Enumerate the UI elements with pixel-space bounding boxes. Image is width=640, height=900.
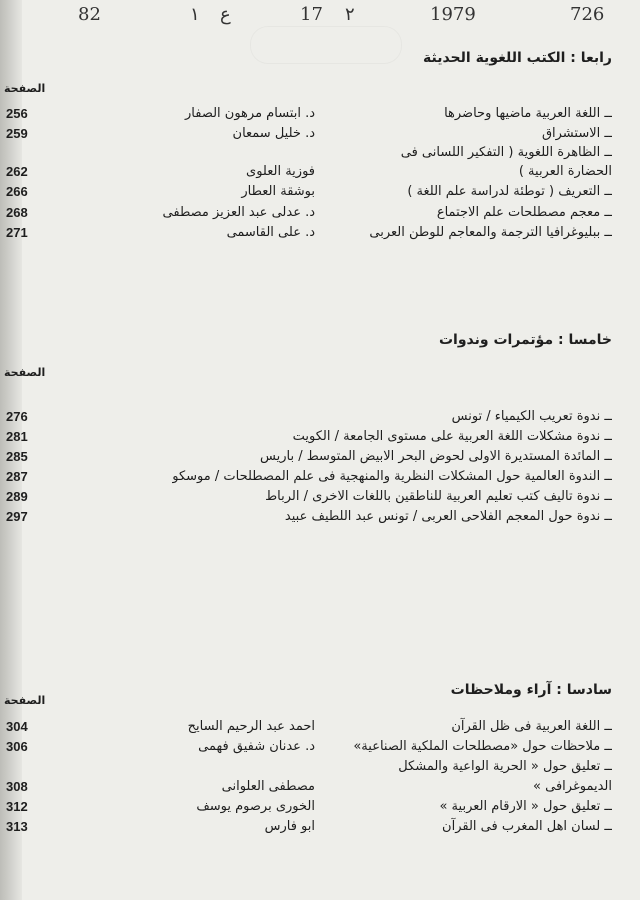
entry-title: ــ ملاحظات حول «مصطلحات الملكية الصناعية» xyxy=(353,739,612,754)
handwritten-header xyxy=(70,4,630,28)
entry-author: بوشقة العطار xyxy=(241,184,315,199)
entry-page: 289 xyxy=(6,489,28,504)
header-page-number: 726 xyxy=(570,4,605,25)
entry-title: ــ ببليوغرافيا الترجمة والمعاجم للوطن العربى xyxy=(369,225,612,240)
toc-entry-continuation xyxy=(0,162,640,182)
toc-entry xyxy=(0,797,640,817)
entry-title: الحضارة العربية ) xyxy=(518,164,612,179)
entry-author: د. على القاسمى xyxy=(226,225,315,240)
entry-page: 276 xyxy=(6,409,28,424)
toc-entry xyxy=(0,717,640,737)
entry-page: 268 xyxy=(6,205,28,220)
toc-entry xyxy=(0,143,640,163)
toc-entry xyxy=(0,487,640,507)
entry-page: 308 xyxy=(6,779,28,794)
toc-entry xyxy=(0,104,640,124)
entry-title: ــ لسان اهل المغرب فى القرآن xyxy=(442,819,612,834)
toc-entry xyxy=(0,427,640,447)
entry-author: د. عدنان شفيق فهمى xyxy=(198,739,315,754)
entry-title: ــ اللغة العربية فى ظل القرآن xyxy=(451,719,612,734)
entry-page: 256 xyxy=(6,106,28,121)
entry-author: د. عدلى عبد العزيز مصطفى xyxy=(162,205,315,220)
toc-entry xyxy=(0,447,640,467)
toc-entry xyxy=(0,203,640,223)
toc-entry xyxy=(0,817,640,837)
entry-title: ــ الاستشراق xyxy=(541,126,612,141)
toc-entry xyxy=(0,407,640,427)
header-mark-3: 17 xyxy=(300,4,323,25)
entry-title: ــ ندوة حول المعجم الفلاحى العربى / تونس عبد اللطيف عبيد xyxy=(284,509,612,524)
entry-page: 262 xyxy=(6,164,28,179)
header-mark-1: ١ xyxy=(190,4,200,25)
entry-page: 306 xyxy=(6,739,28,754)
entry-page: 259 xyxy=(6,126,28,141)
page-column-header: الصفحة xyxy=(4,694,46,707)
entry-page: 266 xyxy=(6,184,28,199)
entry-author: د. ابتسام مرهون الصفار xyxy=(185,106,315,121)
entry-author: د. خليل سمعان xyxy=(232,126,315,141)
header-mark-2: ع xyxy=(220,4,231,25)
entry-title: ــ ندوة تعريب الكيمياء / تونس xyxy=(451,409,612,424)
entry-author: احمد عبد الرحيم السايح xyxy=(187,719,315,734)
header-mark-4: ٢ xyxy=(345,4,355,25)
entry-page: 312 xyxy=(6,799,28,814)
toc-entry xyxy=(0,757,640,777)
entry-title: ــ معجم مصطلحات علم الاجتماع xyxy=(436,205,612,220)
page-column-header: الصفحة xyxy=(4,82,46,95)
toc-entry xyxy=(0,467,640,487)
entry-title: ــ تعليق حول « الحرية الواعية والمشكل xyxy=(398,759,612,774)
toc-entry xyxy=(0,124,640,144)
toc-entry xyxy=(0,507,640,527)
toc-entry xyxy=(0,182,640,202)
entry-page: 285 xyxy=(6,449,28,464)
section-title-5: خامسا : مؤتمرات وندوات xyxy=(438,332,612,348)
entry-title: ــ ندوة مشكلات اللغة العربية على مستوى الجامعة / الكويت xyxy=(292,429,612,444)
section-title-4: رابعا : الكتب اللغوية الحديثة xyxy=(423,50,612,66)
entry-author: مصطفى العلوانى xyxy=(221,779,315,794)
entry-title: ــ التعريف ( توطئة لدراسة علم اللغة ) xyxy=(407,184,612,199)
toc-entry xyxy=(0,223,640,243)
entry-page: 281 xyxy=(6,429,28,444)
header-code: 82 xyxy=(78,4,101,25)
entry-page: 304 xyxy=(6,719,28,734)
entry-author: فوزية العلوى xyxy=(246,164,315,179)
entry-author: ابو فارس xyxy=(264,819,315,834)
page-column-header: الصفحة xyxy=(4,366,46,379)
entry-title: ــ المائدة المستديرة الاولى لحوض البحر الابيض المتوسط / باريس xyxy=(260,449,612,464)
entry-title: ــ الظاهرة اللغوية ( التفكير اللسانى فى xyxy=(400,145,612,160)
entry-page: 313 xyxy=(6,819,28,834)
entry-title: الديموغرافى » xyxy=(533,779,612,794)
section-title-6: سادسا : آراء وملاحظات xyxy=(450,682,612,698)
toc-entry xyxy=(0,737,640,757)
entry-page: 271 xyxy=(6,225,28,240)
entry-page: 297 xyxy=(6,509,28,524)
entry-page: 287 xyxy=(6,469,28,484)
entry-title: ــ الندوة العالمية حول المشكلات النظرية والمنهجية فى علم المصطلحات / موسكو xyxy=(172,469,612,484)
toc-entry-continuation xyxy=(0,777,640,797)
header-year: 1979 xyxy=(430,4,476,25)
entry-author: الخورى برصوم يوسف xyxy=(196,799,315,814)
entry-title: ــ ندوة تاليف كتب تعليم العربية للناطقين باللغات الاخرى / الرباط xyxy=(265,489,612,504)
entry-title: ــ اللغة العربية ماضيها وحاضرها xyxy=(444,106,612,121)
entry-title: ــ تعليق حول « الارقام العربية » xyxy=(439,799,612,814)
faint-stamp xyxy=(250,26,402,64)
